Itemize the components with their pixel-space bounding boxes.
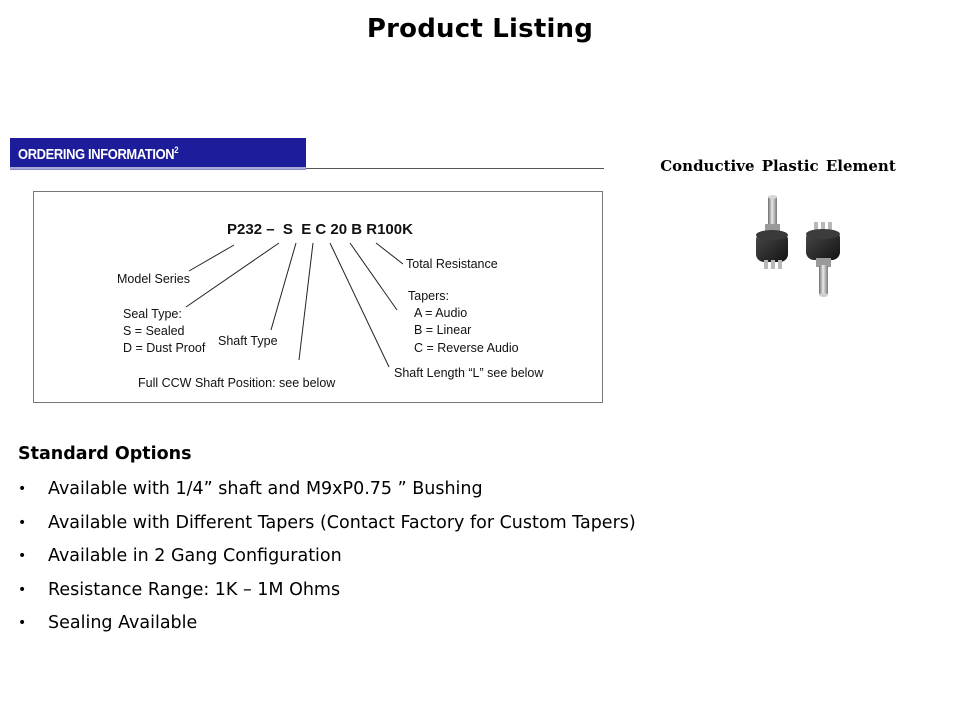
standard-options-heading: Standard Options — [18, 444, 192, 464]
label-seal-sealed: S = Sealed — [123, 324, 185, 338]
label-full-ccw-shaft-position: Full CCW Shaft Position: see below — [138, 376, 336, 390]
label-shaft-type: Shaft Type — [218, 334, 278, 348]
bullet-icon: • — [18, 581, 27, 598]
ordering-code-diagram — [33, 191, 603, 403]
product-image-caption: Conductive Plastic Element — [660, 157, 896, 175]
bullet-icon: • — [18, 615, 27, 632]
label-model-series: Model Series — [117, 272, 190, 286]
leader-full-ccw — [299, 243, 313, 360]
bullet-icon: • — [18, 514, 27, 531]
potentiometer-right — [806, 222, 840, 297]
label-tapers: Tapers: — [408, 289, 449, 303]
option-text: Available in 2 Gang Configuration — [48, 546, 342, 567]
label-total-resistance: Total Resistance — [406, 257, 498, 271]
leader-seal-type — [186, 243, 279, 307]
potentiometer-photo — [748, 190, 858, 302]
header-divider-line — [306, 168, 604, 169]
label-taper-audio: A = Audio — [414, 306, 468, 320]
page-title: Product Listing — [366, 14, 594, 44]
option-text: Sealing Available — [48, 613, 198, 634]
ordering-code-diagram-graphic — [34, 192, 604, 404]
bullet-icon: • — [18, 481, 27, 497]
label-seal-type: Seal Type: — [123, 307, 182, 321]
bullet-icon: • — [18, 548, 27, 565]
ordering-information-title — [18, 145, 178, 163]
label-taper-linear: B = Linear — [414, 323, 472, 337]
leader-shaft-type — [271, 243, 296, 330]
ordering-information-header — [10, 138, 306, 169]
ordering-information-label: ORDERING INFORMATION — [18, 146, 175, 163]
potentiometer-illustration — [748, 190, 858, 302]
label-shaft-length: Shaft Length “L” see below — [394, 366, 544, 380]
leader-total-resistance — [376, 243, 403, 264]
option-text: Resistance Range: 1K – 1M Ohms — [48, 579, 341, 600]
ordering-code: P232 – S E C 20 B R100K — [227, 221, 413, 238]
potentiometer-left — [756, 195, 788, 269]
label-seal-dust-proof: D = Dust Proof — [123, 341, 206, 355]
leader-lines — [186, 243, 403, 367]
footnote-marker: 2 — [174, 145, 179, 155]
label-taper-reverse-audio: C = Reverse Audio — [414, 341, 519, 355]
option-text: Available with 1/4” shaft and M9xP0.75 ” Bushing — [48, 479, 483, 499]
leader-shaft-length — [330, 243, 389, 367]
header-underline — [10, 169, 306, 170]
option-text: Available with Different Tapers (Contact Factory for Custom Tapers) — [48, 512, 636, 533]
leader-model-series — [189, 245, 234, 271]
